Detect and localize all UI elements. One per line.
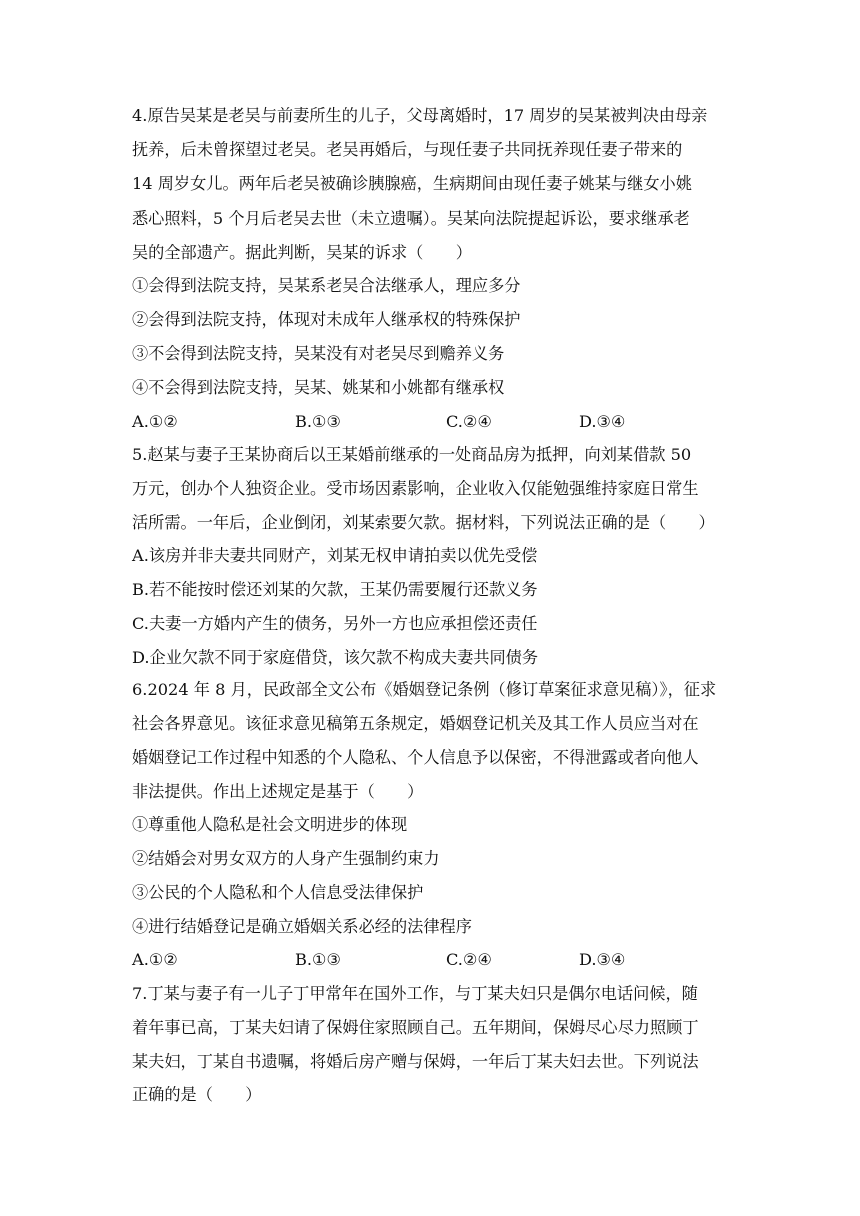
answer-option-b[interactable]: B.若不能按时偿还刘某的欠款，王某仍需要履行还款义务 [132,580,538,599]
statement-item: ①尊重他人隐私是社会文明进步的体现 [132,815,408,834]
statement-item: ②结婚会对男女双方的人身产生强制约束力 [132,849,440,868]
answer-option-d[interactable]: D.③④ [579,412,626,431]
answer-option-d[interactable]: D.③④ [579,950,626,969]
answer-option-a[interactable]: A.①② [132,950,178,969]
answer-option-c[interactable]: C.②④ [446,412,492,431]
answer-option-b[interactable]: B.①③ [295,950,342,969]
question-stem-line: 5.赵某与妻子王某协商后以王某婚前继承的一处商品房为抵押，向刘某借款 50 [132,445,692,464]
answer-option-d[interactable]: D.企业欠款不同于家庭借贷，该欠款不构成夫妻共同债务 [132,648,539,667]
question-stem-line: 4.原告吴某是老吴与前妻所生的儿子，父母离婚时，17 周岁的吴某被判决由母亲 [132,106,708,125]
statement-item: ④进行结婚登记是确立婚姻关系必经的法律程序 [132,917,472,936]
statement-item: ②会得到法院支持，体现对未成年人继承权的特殊保护 [132,310,521,329]
answer-option-a[interactable]: A.①② [132,412,178,431]
question-stem-line: 某夫妇，丁某自书遗嘱，将婚后房产赠与保姆，一年后丁某夫妇去世。下列说法 [132,1052,699,1071]
statement-item: ①会得到法院支持，吴某系老吴合法继承人，理应多分 [132,276,521,295]
answer-option-c[interactable]: C.②④ [446,950,492,969]
question-stem-line: 6.2024 年 8 月，民政部全文公布《婚姻登记条例（修订草案征求意见稿）》，征求 [132,680,717,699]
question-stem-line: 悉心照料，5 个月后老吴去世（未立遗嘱）。吴某向法院提起诉讼，要求继承老 [132,209,690,228]
answer-option-a[interactable]: A.该房并非夫妻共同财产，刘某无权申请拍卖以优先受偿 [132,546,538,565]
question-stem-line: 活所需。一年后，企业倒闭，刘某索要欠款。据材料，下列说法正确的是（ ） [132,513,715,532]
question-stem-line: 14 周岁女儿。两年后老吴被确诊胰腺癌，生病期间由现任妻子姚某与继女小姚 [132,174,692,193]
question-stem-line: 非法提供。作出上述规定是基于（ ） [132,782,424,801]
statement-item: ③不会得到法院支持，吴某没有对老吴尽到赡养义务 [132,344,505,363]
statement-item: ③公民的个人隐私和个人信息受法律保护 [132,883,424,902]
question-stem-line: 婚姻登记工作过程中知悉的个人隐私、个人信息予以保密，不得泄露或者向他人 [132,748,699,767]
question-stem-line: 7.丁某与妻子有一儿子丁甲常年在国外工作，与丁某夫妇只是偶尔电话问候，随 [132,984,698,1003]
question-stem-line: 万元，创办个人独资企业。受市场因素影响，企业收入仅能勉强维持家庭日常生 [132,479,699,498]
answer-option-b[interactable]: B.①③ [295,412,342,431]
question-stem-line: 抚养，后未曾探望过老吴。老吴再婚后，与现任妻子共同抚养现任妻子带来的 [132,140,683,159]
statement-item: ④不会得到法院支持，吴某、姚某和小姚都有继承权 [132,378,505,397]
question-stem-line: 正确的是（ ） [132,1085,262,1104]
answer-option-c[interactable]: C.夫妻一方婚内产生的债务，另外一方也应承担偿还责任 [132,614,538,633]
question-stem-line: 着年事已高，丁某夫妇请了保姆住家照顾自己。五年期间，保姆尽心尽力照顾丁 [132,1018,699,1037]
question-stem-line: 社会各界意见。该征求意见稿第五条规定，婚姻登记机关及其工作人员应当对在 [132,714,699,733]
question-stem-line: 吴的全部遗产。据此判断，吴某的诉求（ ） [132,243,472,262]
